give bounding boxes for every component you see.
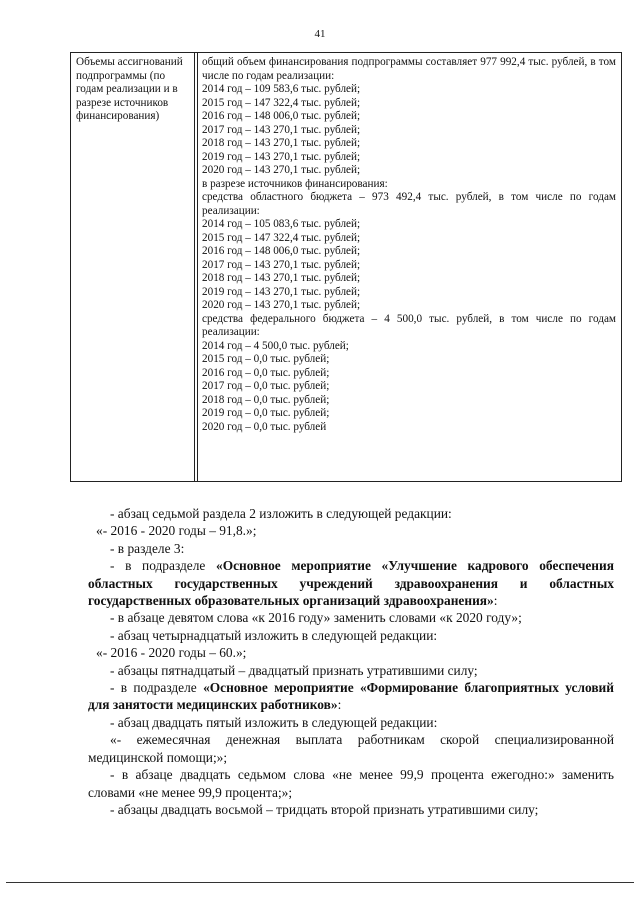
paragraph: - абзац четырнадцатый изложить в следующей редакции: — [110, 627, 438, 643]
paragraph: - в абзаце двадцать седьмом слова «не менее 99,9 процента ежегодно:» заменить словами «не менее 99,9 процента;»; — [88, 767, 614, 800]
table-line: общий объем финансирования подпрограммы составляет 977 992,4 тыс. рублей, в том числе по годам реализации: — [202, 56, 616, 82]
table-line: 2019 год – 143 270,1 тыс. рублей; — [202, 285, 361, 298]
paragraph-text: : — [337, 697, 342, 713]
table-line: 2020 год – 143 270,1 тыс. рублей; — [202, 299, 361, 311]
paragraph — [88, 679, 614, 714]
bottom-divider — [6, 882, 634, 883]
table-right-cell — [202, 56, 616, 434]
paragraph: «- 2016 - 2020 годы – 91,8.»; — [96, 523, 257, 539]
paragraph: «- ежемесячная денежная выплата работникам скорой специализированной медицинской помощи;»; — [88, 732, 614, 765]
paragraph: - абзацы пятнадцатый – двадцатый признать утратившими силу; — [110, 662, 478, 678]
paragraph: - в абзаце девятом слова «к 2016 году» заменить словами «к 2020 году»; — [110, 610, 522, 626]
table-line: 2018 год – 143 270,1 тыс. рублей; — [202, 272, 361, 284]
table-line: 2016 год – 148 006,0 тыс. рублей; — [202, 110, 361, 122]
page-number: 41 — [314, 28, 326, 40]
table-line: средства областного бюджета – 973 492,4 тыс. рублей, в том числе по годам реализации: — [202, 191, 616, 217]
table-line: 2017 год – 143 270,1 тыс. рублей; — [202, 258, 361, 271]
table-line: 2015 год – 0,0 тыс. рублей; — [202, 353, 330, 365]
table-line: 2020 год – 143 270,1 тыс. рублей; — [202, 164, 361, 176]
financing-table — [70, 52, 622, 482]
paragraph-text: - в подразделе — [110, 680, 204, 696]
paragraph: - в разделе 3: — [110, 540, 185, 556]
table-line: 2016 год – 0,0 тыс. рублей; — [202, 366, 330, 379]
paragraph-text: : — [493, 593, 498, 609]
amendments-text — [88, 505, 614, 818]
table-line: 2019 год – 143 270,1 тыс. рублей; — [202, 150, 361, 163]
paragraph: - абзац седьмой раздела 2 изложить в следующей редакции: — [110, 506, 452, 521]
paragraph-bold-text: «Основное мероприятие «Улучшение кадрового обеспечения областных государственных учреждений здравоохранения и областных государственных образовательных организаций здравоохранения» — [88, 558, 614, 609]
table-line: 2015 год – 147 322,4 тыс. рублей; — [202, 231, 361, 244]
table-line: 2018 год – 143 270,1 тыс. рублей; — [202, 137, 361, 149]
paragraph: - абзацы двадцать восьмой – тридцать второй признать утратившими силу; — [110, 801, 539, 817]
table-left-label: Объемы ассигнований подпрограммы (по годам реализации и в разрезе источников финансирования) — [76, 56, 183, 123]
table-line: 2014 год – 105 083,6 тыс. рублей; — [202, 218, 361, 230]
table-line: 2016 год – 148 006,0 тыс. рублей; — [202, 245, 361, 257]
paragraph: - абзац двадцать пятый изложить в следующей редакции: — [110, 714, 438, 730]
table-line: 2019 год – 0,0 тыс. рублей; — [202, 407, 330, 419]
table-line: 2014 год – 4 500,0 тыс. рублей; — [202, 339, 349, 352]
table-line: 2017 год – 143 270,1 тыс. рублей; — [202, 123, 361, 136]
paragraph: «- 2016 - 2020 годы – 60.»; — [96, 645, 247, 661]
paragraph-text: - в подразделе — [110, 558, 216, 574]
table-line: 2020 год – 0,0 тыс. рублей — [202, 420, 327, 433]
table-line: средства федерального бюджета – 4 500,0 тыс. рублей, в том числе по годам реализации: — [202, 312, 616, 338]
table-line: 2017 год – 0,0 тыс. рублей; — [202, 380, 330, 392]
paragraph-bold-text: «Основное мероприятие «Формирование благоприятных условий для занятости медицинских работников» — [88, 680, 614, 713]
table-line: 2018 год – 0,0 тыс. рублей; — [202, 393, 330, 406]
paragraph — [88, 557, 614, 609]
table-line: 2014 год – 109 583,6 тыс. рублей; — [202, 83, 361, 95]
table-line: 2015 год – 147 322,4 тыс. рублей; — [202, 96, 361, 109]
table-line: в разрезе источников финансирования: — [202, 177, 388, 190]
